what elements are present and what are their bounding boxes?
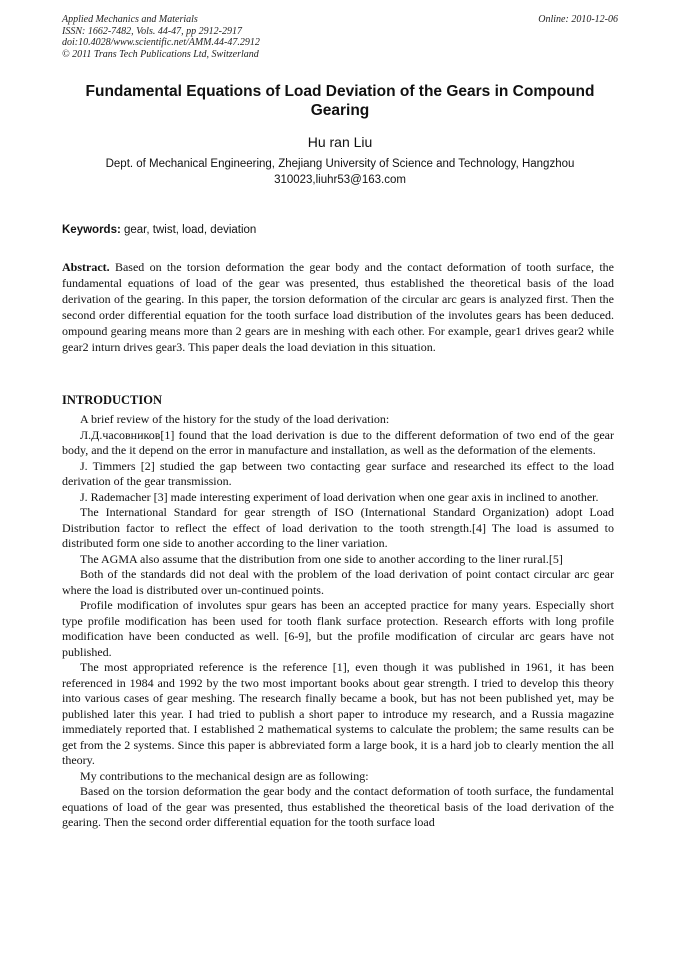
doi-line: doi:10.4028/www.scientific.net/AMM.44-47.2912 [62, 37, 260, 48]
abstract [62, 259, 614, 356]
paragraph: The most appropriated reference is the reference [1], even though it was published in 1961, it has been referenced in 1984 and 1992 by the two most important books about gear strength. I tried to develop this theory into various cases of gear meshing. The research finally became a book, but has not been published yet, may be published later this year. I had tried to publish a short paper to introduce my research, and a Russia magazine immediately reported that. I established 2 mathematical systems to calculate the problem; the same results can be get from the 2 systems. Since this paper is abbreviated form a large book, it is a hard job to clearly mention the all theory. [62, 660, 614, 767]
paragraph: A brief review of the history for the study of the load derivation: [80, 412, 390, 426]
paragraph: J. Timmers [2] studied the gap between two contacting gear surface and researched its effect to the load derivation of the gear transmission. [62, 458, 614, 488]
paragraph: Profile modification of involutes spur gears has been an accepted practice for many years. Especially short type profile modification has been used for tooth flank surface protection. Research efforts with long profile modification have been conducted as well. [6-9], but the profile modification of circular arc gears have not published. [62, 598, 614, 659]
paragraph: Both of the standards did not deal with the problem of the load derivation of point contact circular arc gear where the load is distributed over un-continued points. [62, 567, 614, 597]
section-heading: INTRODUCTION [62, 393, 163, 407]
paragraph: The International Standard for gear strength of ISO (International Standard Organization) adopt Load Distribution factor to reflect the effect of load derivation to the tooth strength.[4] The load is assumed to distributed form one side to another according to the liner variation. [62, 505, 614, 550]
paragraph: The AGMA also assume that the distribution from one side to another according to the liner rural.[5] [80, 551, 563, 566]
abstract-text: Based on the torsion deformation the gear body and the contact deformation of tooth surface, the fundamental equations of load of the gear was presented, thus established the theoretical basis of the load derivation of the gearing. In this paper, the torsion deformation of the circular arc gears is analyzed first. Then the second order differential equation for the tooth surface load distribution of the involutes gears has been deduced. ompound gearing means more than 2 gears are in meshing with each other. For example, gear1 drives gear2 while gear2 inturn drives gear3. This paper deals the load deviation in this situation. [62, 260, 614, 355]
paragraph: Based on the torsion deformation the gear body and the contact deformation of tooth surface, the fundamental equations of load of the gear was presented, thus established the theoretical basis of the load derivation of the gearing. Then the second order differential equation for the tooth surface load [62, 784, 614, 829]
keywords [62, 222, 618, 238]
online-date: Online: 2010-12-06 [538, 14, 618, 25]
journal-name: Applied Mechanics and Materials [62, 14, 198, 25]
paragraph: Л.Д.часовников[1] found that the load derivation is due to the different deformation of two end of the gear body, and the it depend on the error in manufacture and installation, as well as the deformation of the elements. [62, 427, 614, 457]
paragraph: J. Rademacher [3] made interesting experiment of load derivation when one gear axis in inclined to another. [80, 489, 599, 504]
issn-line: ISSN: 1662-7482, Vols. 44-47, pp 2912-2917 [62, 25, 242, 37]
author-name: Hu ran Liu [307, 134, 373, 150]
journal-info [62, 14, 618, 60]
abstract-label: Abstract. [62, 260, 110, 274]
keywords-text: gear, twist, load, deviation [124, 224, 257, 236]
keywords-label: Keywords: [62, 224, 121, 236]
author-affiliation: Dept. of Mechanical Engineering, Zhejiang University of Science and Technology, Hangzhou 310023,liuhr53@163.com [105, 158, 575, 186]
paper-title: Fundamental Equations of Load Deviation of the Gears in Compound Gearing [85, 83, 595, 119]
journal-header [62, 14, 618, 60]
copyright-line: © 2011 Trans Tech Publications Ltd, Switzerland [62, 48, 259, 60]
paragraph: My contributions to the mechanical design are as following: [80, 768, 369, 783]
body-text [62, 412, 614, 831]
